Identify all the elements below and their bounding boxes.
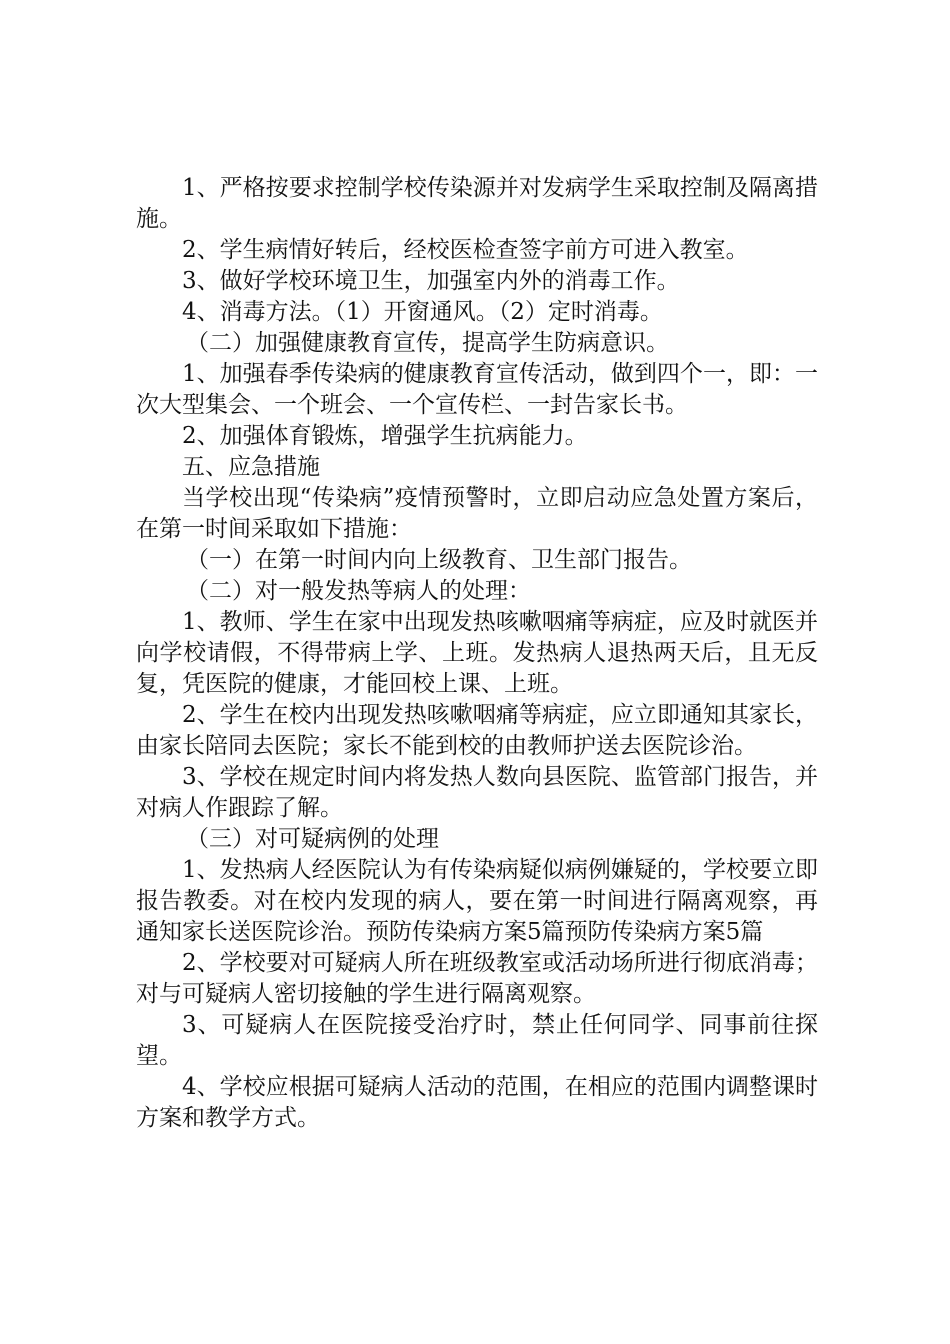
paragraph-2: 2、学生病情好转后，经校医检查签字前方可进入教室。	[182, 237, 749, 263]
paragraph-10: 3、学校在规定时间内将发热人数向县医院、监管部门报告，并对病人作跟踪了解。	[136, 764, 818, 821]
section-heading-health-education: （二）加强健康教育宣传，提高学生防病意识。	[186, 330, 669, 356]
paragraph-9: 2、学生在校内出现发热咳嗽咽痛等病症，应立即通知其家长，由家长陪同去医院；家长不能到校的由教师护送去医院诊治。	[136, 702, 818, 759]
paragraph-12: 2、学校要对可疑病人所在班级教室或活动场所进行彻底消毒；对与可疑病人密切接触的学生进行隔离观察。	[136, 950, 818, 1007]
paragraph-4: 4、消毒方法。（1）开窗通风。（2）定时消毒。	[182, 299, 663, 325]
section-heading-emergency: 五、应急措施	[182, 454, 320, 480]
document-body	[136, 173, 818, 1134]
paragraph-6: 2、加强体育锻炼，增强学生抗病能力。	[182, 423, 588, 449]
paragraph-5: 1、加强春季传染病的健康教育宣传活动，做到四个一，即：一次大型集会、一个班会、一个宣传栏、一封告家长书。	[136, 361, 818, 418]
paragraph-7: 当学校出现“传染病”疫情预警时，立即启动应急处置方案后，在第一时间采取如下措施：	[136, 485, 818, 542]
paragraph-8: 1、教师、学生在家中出现发热咳嗽咽痛等病症，应及时就医并向学校请假，不得带病上学、上班。发热病人退热两天后，且无反复，凭医院的健康，才能回校上课、上班。	[136, 609, 818, 697]
paragraph-1: 1、严格按要求控制学校传染源并对发病学生采取控制及隔离措施。	[136, 175, 818, 232]
paragraph-13: 3、可疑病人在医院接受治疗时，禁止任何同学、同事前往探望。	[136, 1012, 818, 1069]
paragraph-14: 4、学校应根据可疑病人活动的范围，在相应的范围内调整课时方案和教学方式。	[136, 1074, 818, 1131]
paragraph-3: 3、做好学校环境卫生，加强室内外的消毒工作。	[182, 268, 680, 294]
subsection-heading-suspected: （三）对可疑病例的处理	[186, 826, 439, 852]
subsection-heading-fever: （二）对一般发热等病人的处理：	[186, 578, 531, 604]
paragraph-11: 1、发热病人经医院认为有传染病疑似病例嫌疑的，学校要立即报告教委。对在校内发现的病人，要在第一时间进行隔离观察，再通知家长送医院诊治。预防传染病方案5篇预防传染病方案5篇	[136, 857, 818, 945]
subsection-heading-report: （一）在第一时间内向上级教育、卫生部门报告。	[186, 547, 692, 573]
